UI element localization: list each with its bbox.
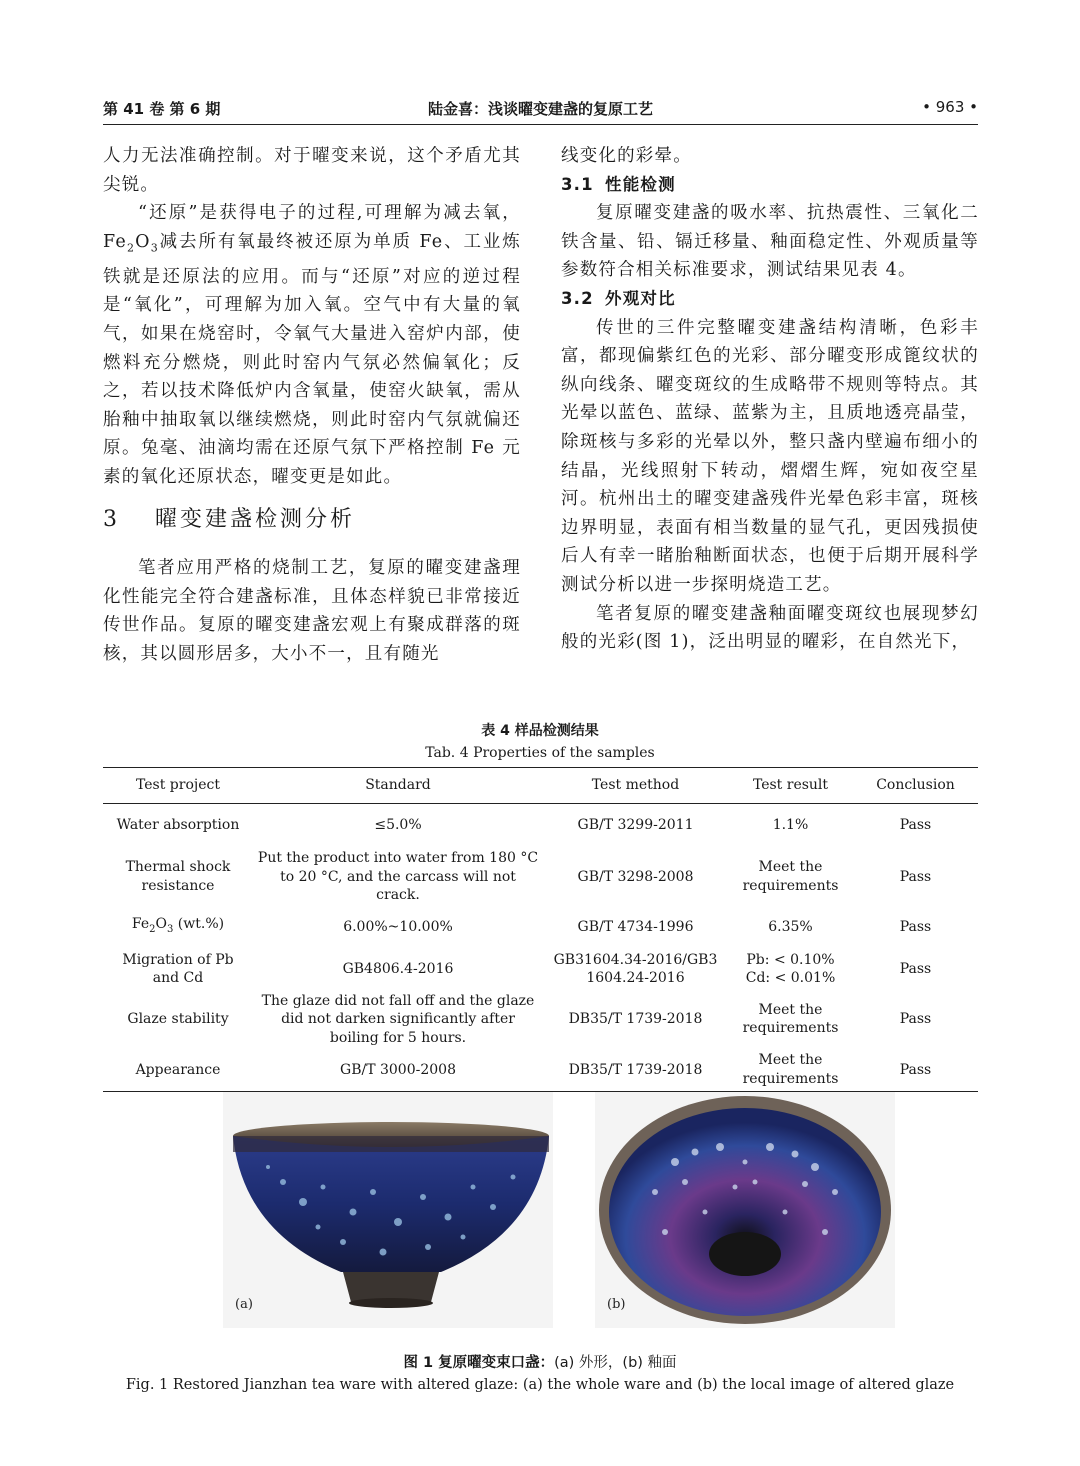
- figure-label-b: (b): [607, 1297, 626, 1312]
- figure-image-b: [595, 1092, 895, 1328]
- table-row: Water absorption ≤5.0% GB/T 3299-2011 1.1% Pass: [116, 817, 932, 833]
- paragraph: 笔者应用严格的烧制工艺，复原的曜变建盏理化性能完全符合建盏标准，且体态样貌已非常接近传世作品。复原的曜变建盏宏观上有聚成群落的斑核，其以圆形居多，大小不一，且有随光: [103, 558, 521, 664]
- tea-bowl-side-view: [223, 1092, 553, 1328]
- paragraph: “还原”是获得电子的过程,可理解为减去氧，$Fe_2O_3$减去所有氧最终被还原为单质 Fe、工业炼铁就是还原法的应用。而与“还原”对应的逆过程是“氧化”，可理解为加入氧。空气中有大量的氧气，如果在烧窑时，令氧气大量进入窑炉内部，使燃料充分燃烧，则此时窑内气氛必然偏氧化；反之，若以技术降低炉内含氧量，使窑火缺氧，需从胎釉中抽取氧以继续燃烧，则此时窑内气氛就偏还原。兔毫、油滴均需在还原气氛下严格控制 Fe 元素的氧化还原状态，曜变更是如此。: [103, 203, 521, 488]
- table-caption: 表 4 样品检测结果 Tab. 4 Properties of the samples: [425, 723, 655, 761]
- column-header: Test project: [103, 768, 253, 804]
- column-header: Test method: [543, 768, 728, 804]
- figure-image-a: [223, 1092, 553, 1328]
- figure-caption: 图 1 复原曜变束口盏：(a) 外形，(b) 釉面 Fig. 1 Restored Jianzhan tea ware with altered glaze: (a) the whole ware and (b) the local image of altered glaze: [125, 1355, 955, 1393]
- page-number: • 963 •: [922, 98, 978, 116]
- paragraph: 人力无法准确控制。对于曜变来说，这个矛盾尤其尖锐。: [103, 146, 521, 195]
- section-heading: 3 曜变建盏检测分析: [103, 506, 356, 532]
- table-row: Glaze stability The glaze did not fall off and the glaze did not darken significantly after boiling for 5 hours. DB35/T 1739-2018 Meet the requirements Pass: [127, 992, 932, 1046]
- running-header: [103, 94, 978, 125]
- table-row: Thermal shock resistance Put the product into water from 180 °C to 20 °C, and the carcass will not crack. GB/T 3298-2008 Meet the requirements Pass: [125, 850, 932, 903]
- paragraph: 线变化的彩晕。: [561, 146, 692, 166]
- column-header: Test result: [728, 768, 853, 804]
- paragraph: 复原曜变建盏的吸水率、抗热震性、三氧化二铁含量、铅、镉迁移量、釉面稳定性、外观质量等参数符合相关标准要求，测试结果见表 4。: [561, 203, 979, 281]
- subsection-heading: 3.1 性能检测: [561, 174, 676, 194]
- results-table: [103, 767, 978, 1092]
- left-column: [103, 142, 521, 669]
- journal-volume: 第 41 卷 第 6 期: [103, 100, 221, 118]
- tea-bowl-top-view: [595, 1092, 895, 1328]
- table-row: Migration of Pb and Cd GB4806.4-2016 GB31604.34-2016/GB3 1604.24-2016 Pb: < 0.10% Cd: < 0.01% Pass: [122, 951, 932, 986]
- paragraph: 笔者复原的曜变建盏釉面曜变斑纹也展现梦幻般的光彩(图 1)，泛出明显的曜彩，在自然光下，: [561, 603, 979, 653]
- subsection-heading: 3.2 外观对比: [561, 288, 676, 308]
- table-row: $Fe_2O_3$ (wt.%) 6.00%~10.00% GB/T 4734-1996 6.35% Pass: [131, 916, 932, 936]
- column-header: Conclusion: [853, 768, 978, 804]
- paragraph: 传世的三件完整曜变建盏结构清晰，色彩丰富，都现偏紫红色的光彩、部分曜变形成篦纹状的纵向线条、曜变斑纹的生成略带不规则等特点。其光晕以蓝色、蓝绿、蓝紫为主，且质地透亮晶莹，除斑核与多彩的光晕以外，整只盏内壁遍布细小的结晶，光线照射下转动，熠熠生辉，宛如夜空星河。杭州出土的曜变建盏残件光晕色彩丰富，斑核边界明显，表面有相当数量的显气孔，更因残损使后人有幸一睹胎釉断面状态，也便于后期开展科学测试分析以进一步探明烧造工艺。: [561, 317, 979, 595]
- table-header-row: [103, 768, 978, 804]
- right-column: [561, 142, 979, 657]
- figure-label-a: (a): [235, 1297, 253, 1312]
- article-running-title: 陆金喜：浅谈曜变建盏的复原工艺: [427, 100, 653, 118]
- column-header: Standard: [253, 768, 543, 804]
- table-row: Appearance GB/T 3000-2008 DB35/T 1739-2018 Meet the requirements Pass: [135, 1052, 932, 1087]
